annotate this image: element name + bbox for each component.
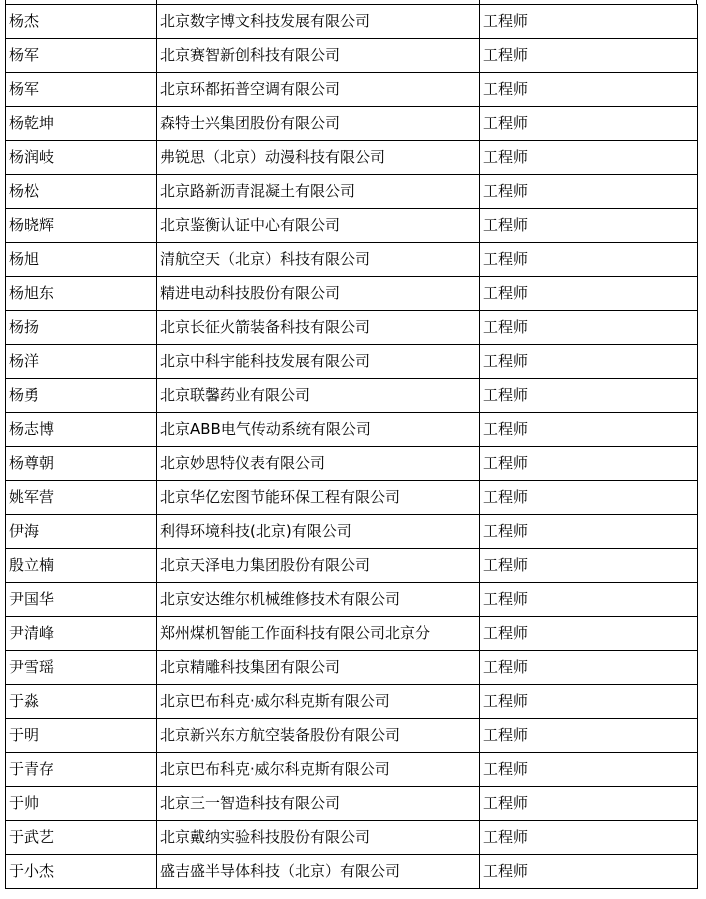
table-row (6, 549, 698, 583)
title-cell: 工程师 (480, 379, 698, 413)
table-row (6, 39, 698, 73)
table-row (6, 413, 698, 447)
name-cell: 杨杰 (6, 5, 157, 39)
name-cell: 杨志博 (6, 413, 157, 447)
company-cell: 盛吉盛半导体科技（北京）有限公司 (157, 855, 480, 889)
name-cell: 杨军 (6, 39, 157, 73)
title-cell: 工程师 (480, 583, 698, 617)
title-cell: 工程师 (480, 413, 698, 447)
table-row (6, 515, 698, 549)
table-row (6, 175, 698, 209)
title-cell: 工程师 (480, 277, 698, 311)
company-cell: 北京妙思特仪表有限公司 (157, 447, 480, 481)
name-cell: 尹雪瑶 (6, 651, 157, 685)
company-cell: 北京戴纳实验科技股份有限公司 (157, 821, 480, 855)
name-cell: 姚军营 (6, 481, 157, 515)
table-row (6, 447, 698, 481)
table-row (6, 481, 698, 515)
title-cell: 工程师 (480, 651, 698, 685)
company-cell: 北京联馨药业有限公司 (157, 379, 480, 413)
company-cell: 北京中科宇能科技发展有限公司 (157, 345, 480, 379)
title-cell: 工程师 (480, 447, 698, 481)
title-cell: 工程师 (480, 5, 698, 39)
name-cell: 杨旭 (6, 243, 157, 277)
table-row (6, 141, 698, 175)
company-cell: 森特士兴集团股份有限公司 (157, 107, 480, 141)
company-cell: 弗锐思（北京）动漫科技有限公司 (157, 141, 480, 175)
company-cell: 北京精雕科技集团有限公司 (157, 651, 480, 685)
table-row (6, 685, 698, 719)
title-cell: 工程师 (480, 345, 698, 379)
table-row (6, 651, 698, 685)
company-cell: 北京路新沥青混凝土有限公司 (157, 175, 480, 209)
company-cell: 精进电动科技股份有限公司 (157, 277, 480, 311)
roster-table (5, 4, 698, 889)
name-cell: 尹国华 (6, 583, 157, 617)
name-cell: 殷立楠 (6, 549, 157, 583)
table-row (6, 311, 698, 345)
title-cell: 工程师 (480, 107, 698, 141)
company-cell: 北京安达维尔机械维修技术有限公司 (157, 583, 480, 617)
title-cell: 工程师 (480, 719, 698, 753)
title-cell: 工程师 (480, 549, 698, 583)
title-cell: 工程师 (480, 787, 698, 821)
company-cell: 北京巴布科克·威尔科克斯有限公司 (157, 753, 480, 787)
table-row (6, 107, 698, 141)
title-cell: 工程师 (480, 73, 698, 107)
table-row (6, 5, 698, 39)
title-cell: 工程师 (480, 685, 698, 719)
name-cell: 于帅 (6, 787, 157, 821)
title-cell: 工程师 (480, 481, 698, 515)
table-row (6, 209, 698, 243)
company-cell: 北京新兴东方航空装备股份有限公司 (157, 719, 480, 753)
name-cell: 杨军 (6, 73, 157, 107)
name-cell: 于青存 (6, 753, 157, 787)
title-cell: 工程师 (480, 39, 698, 73)
company-cell: 北京ABB电气传动系统有限公司 (157, 413, 480, 447)
company-cell: 北京三一智造科技有限公司 (157, 787, 480, 821)
name-cell: 杨晓辉 (6, 209, 157, 243)
company-cell: 北京环都拓普空调有限公司 (157, 73, 480, 107)
name-cell: 尹清峰 (6, 617, 157, 651)
company-cell: 北京天泽电力集团股份有限公司 (157, 549, 480, 583)
name-cell: 杨乾坤 (6, 107, 157, 141)
table-row (6, 379, 698, 413)
name-cell: 杨勇 (6, 379, 157, 413)
company-cell: 利得环境科技(北京)有限公司 (157, 515, 480, 549)
table-row (6, 855, 698, 889)
name-cell: 杨扬 (6, 311, 157, 345)
company-cell: 北京鉴衡认证中心有限公司 (157, 209, 480, 243)
name-cell: 杨旭东 (6, 277, 157, 311)
title-cell: 工程师 (480, 175, 698, 209)
name-cell: 于武艺 (6, 821, 157, 855)
company-cell: 北京赛智新创科技有限公司 (157, 39, 480, 73)
name-cell: 杨松 (6, 175, 157, 209)
name-cell: 伊海 (6, 515, 157, 549)
table-row (6, 753, 698, 787)
roster-sheet (5, 4, 697, 889)
table-row (6, 73, 698, 107)
table-row (6, 821, 698, 855)
title-cell: 工程师 (480, 617, 698, 651)
table-row (6, 617, 698, 651)
name-cell: 于淼 (6, 685, 157, 719)
table-row (6, 787, 698, 821)
table-row (6, 243, 698, 277)
name-cell: 杨尊朝 (6, 447, 157, 481)
company-cell: 北京长征火箭装备科技有限公司 (157, 311, 480, 345)
company-cell: 清航空天（北京）科技有限公司 (157, 243, 480, 277)
name-cell: 杨润岐 (6, 141, 157, 175)
title-cell: 工程师 (480, 515, 698, 549)
name-cell: 于明 (6, 719, 157, 753)
title-cell: 工程师 (480, 821, 698, 855)
company-cell: 郑州煤机智能工作面科技有限公司北京分 (157, 617, 480, 651)
title-cell: 工程师 (480, 243, 698, 277)
title-cell: 工程师 (480, 311, 698, 345)
title-cell: 工程师 (480, 209, 698, 243)
company-cell: 北京数字博文科技发展有限公司 (157, 5, 480, 39)
name-cell: 于小杰 (6, 855, 157, 889)
roster-table-body (6, 5, 698, 889)
title-cell: 工程师 (480, 855, 698, 889)
title-cell: 工程师 (480, 753, 698, 787)
company-cell: 北京巴布科克·威尔科克斯有限公司 (157, 685, 480, 719)
table-row (6, 583, 698, 617)
table-row (6, 345, 698, 379)
table-row (6, 719, 698, 753)
title-cell: 工程师 (480, 141, 698, 175)
name-cell: 杨洋 (6, 345, 157, 379)
table-row (6, 277, 698, 311)
company-cell: 北京华亿宏图节能环保工程有限公司 (157, 481, 480, 515)
